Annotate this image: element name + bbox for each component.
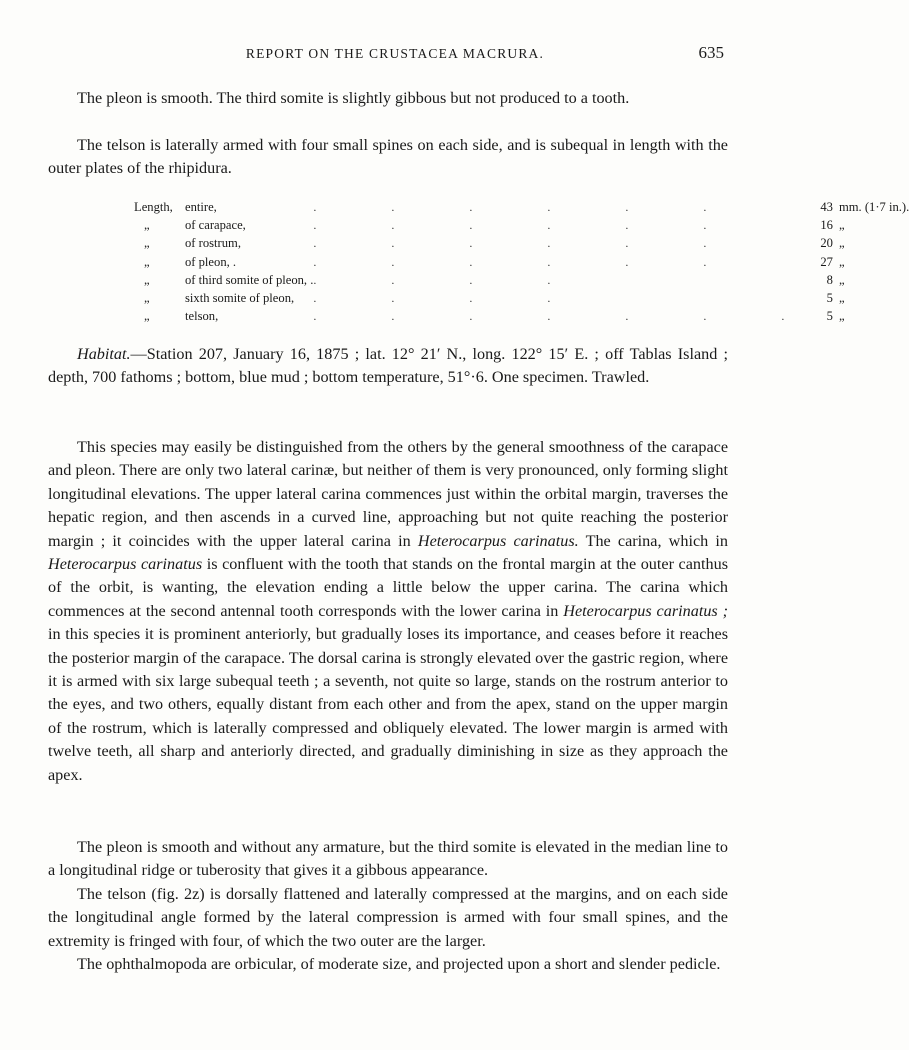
row-unit: „ — [838, 309, 845, 324]
row-value: 16 — [820, 217, 833, 232]
description-paragraph-pleon: The pleon is smooth and without any armature, but the third somite is elevated in the median line to a longitudinal ridge or tuberosity that gives it a gibbous appearance. — [48, 838, 728, 880]
page-number: 635 — [698, 43, 724, 62]
row-value: 27 — [820, 254, 833, 269]
ditto-mark: „ — [144, 272, 150, 287]
habitat-text: —Station 207, January 16, 1875 ; lat. 12° 21′ N., long. 122° 15′ E. ; off Tablas Island ; depth, 700 fathoms ; bottom, blue mud ; bottom temperature, 51°·6. One specimen. Trawled. — [48, 345, 728, 387]
species-name: Heterocarpus carinatus ; — [563, 601, 728, 620]
running-head — [0, 43, 776, 68]
description-text: is confluent with the tooth that stands on the frontal margin at the outer canthus of the orbit, is wanting, the elevation ending a little below the upper carina. The carina which commences at the second antennal tooth corresponds with the lower carina in — [48, 555, 728, 620]
table-row — [134, 198, 909, 216]
row-unit: mm. (1·7 in.). — [838, 199, 909, 214]
table-row — [134, 271, 909, 289]
row-value: 20 — [820, 236, 833, 251]
row-label: sixth somite of pleon, — [185, 291, 295, 306]
ditto-mark: „ — [144, 217, 150, 232]
dot-leader: . . . . . . — [313, 254, 743, 269]
habitat-label: Habitat. — [77, 345, 131, 363]
dot-leader: . . . . . . — [313, 199, 743, 214]
running-title: REPORT ON THE CRUSTACEA MACRURA. — [245, 46, 545, 61]
measurements-table — [134, 198, 909, 326]
row-label: entire, — [185, 199, 217, 214]
row-label: of carapace, — [185, 217, 246, 232]
row-label: of rostrum, — [185, 236, 241, 251]
row-unit: „ — [838, 217, 845, 232]
table-row — [134, 289, 909, 307]
dot-leader: . . . . . . — [313, 236, 743, 251]
row-unit: „ — [838, 272, 845, 287]
species-name: Heterocarpus carinatus — [48, 555, 203, 574]
row-value: 5 — [826, 291, 833, 306]
row-value: 8 — [826, 272, 833, 287]
length-head-label: Length, — [134, 199, 173, 214]
row-unit: „ — [838, 236, 845, 251]
description-paragraph-ophthalmopoda: The ophthalmopoda are orbicular, of moderate size, and projected upon a short and slender pedicle. — [77, 955, 721, 973]
row-label: of pleon, . — [185, 254, 237, 269]
row-label: telson, — [185, 309, 219, 324]
ditto-mark: „ — [144, 309, 150, 324]
ditto-mark: „ — [144, 254, 150, 269]
description-paragraph-telson: The telson (fig. 2z) is dorsally flattened and laterally compressed at the margins, and on each side the longitudinal angle formed by the lateral compression is armed with four small spines, and the extremity is fringed with four, of which the two outer are the larger. — [48, 885, 728, 950]
ditto-mark: „ — [144, 291, 150, 306]
paragraph-pleon-smooth: The pleon is smooth. The third somite is slightly gibbous but not produced to a tooth. — [77, 89, 630, 107]
description-text: This species may easily be distinguished from the others by the general smoothness of the carapace and pleon. There are only two lateral carinæ, but neither of them is very pronounced, only forming slight longitudinal elevations. The upper lateral carina commences just within the orbital margin, traverses the hepatic region, and then ascends in a curved line, approaching but not quite reaching the posterior margin ; it coincides with the upper lateral carina in — [48, 438, 728, 550]
dot-leader: . . . . . . — [313, 217, 743, 232]
dot-leader: . . . . — [313, 291, 587, 306]
row-value: 5 — [826, 309, 833, 324]
table-row — [134, 308, 909, 326]
dot-leader: . . . . — [313, 272, 587, 287]
table-row — [134, 216, 909, 234]
description-text: in this species it is prominent anteriorly, but gradually loses its importance, and ceases before it reaches the posterior margin of the carapace. The dorsal carina is strongly elevated over the gastric region, where it is armed with six large subequal teeth ; a seventh, not quite so large, stands on the rostrum anterior to the eyes, and two others, equally distant from each other and from the apex, stand on the upper margin of the rostrum, which is laterally compressed and obliquely elevated. The lower margin is armed with twelve teeth, all sharp and anteriorly directed, and gradually diminishing in size as they approach the apex. — [48, 625, 728, 784]
dot-leader: . . . . . . . — [313, 309, 821, 324]
paragraph-telson-spines: The telson is laterally armed with four small spines on each side, and is subequal in length with the outer plates of the rhipidura. — [48, 136, 728, 178]
row-label: of third somite of pleon, . — [185, 272, 314, 287]
description-text: The carina, which in — [578, 531, 728, 550]
row-value: 43 — [820, 199, 833, 214]
description-paragraph-carinae — [48, 436, 728, 787]
table-row — [134, 253, 909, 271]
ditto-mark: „ — [144, 236, 150, 251]
habitat-paragraph — [48, 343, 728, 390]
row-unit: „ — [838, 254, 845, 269]
row-unit: „ — [838, 291, 845, 306]
table-row — [134, 235, 909, 253]
species-name: Heterocarpus carinatus. — [417, 531, 579, 550]
